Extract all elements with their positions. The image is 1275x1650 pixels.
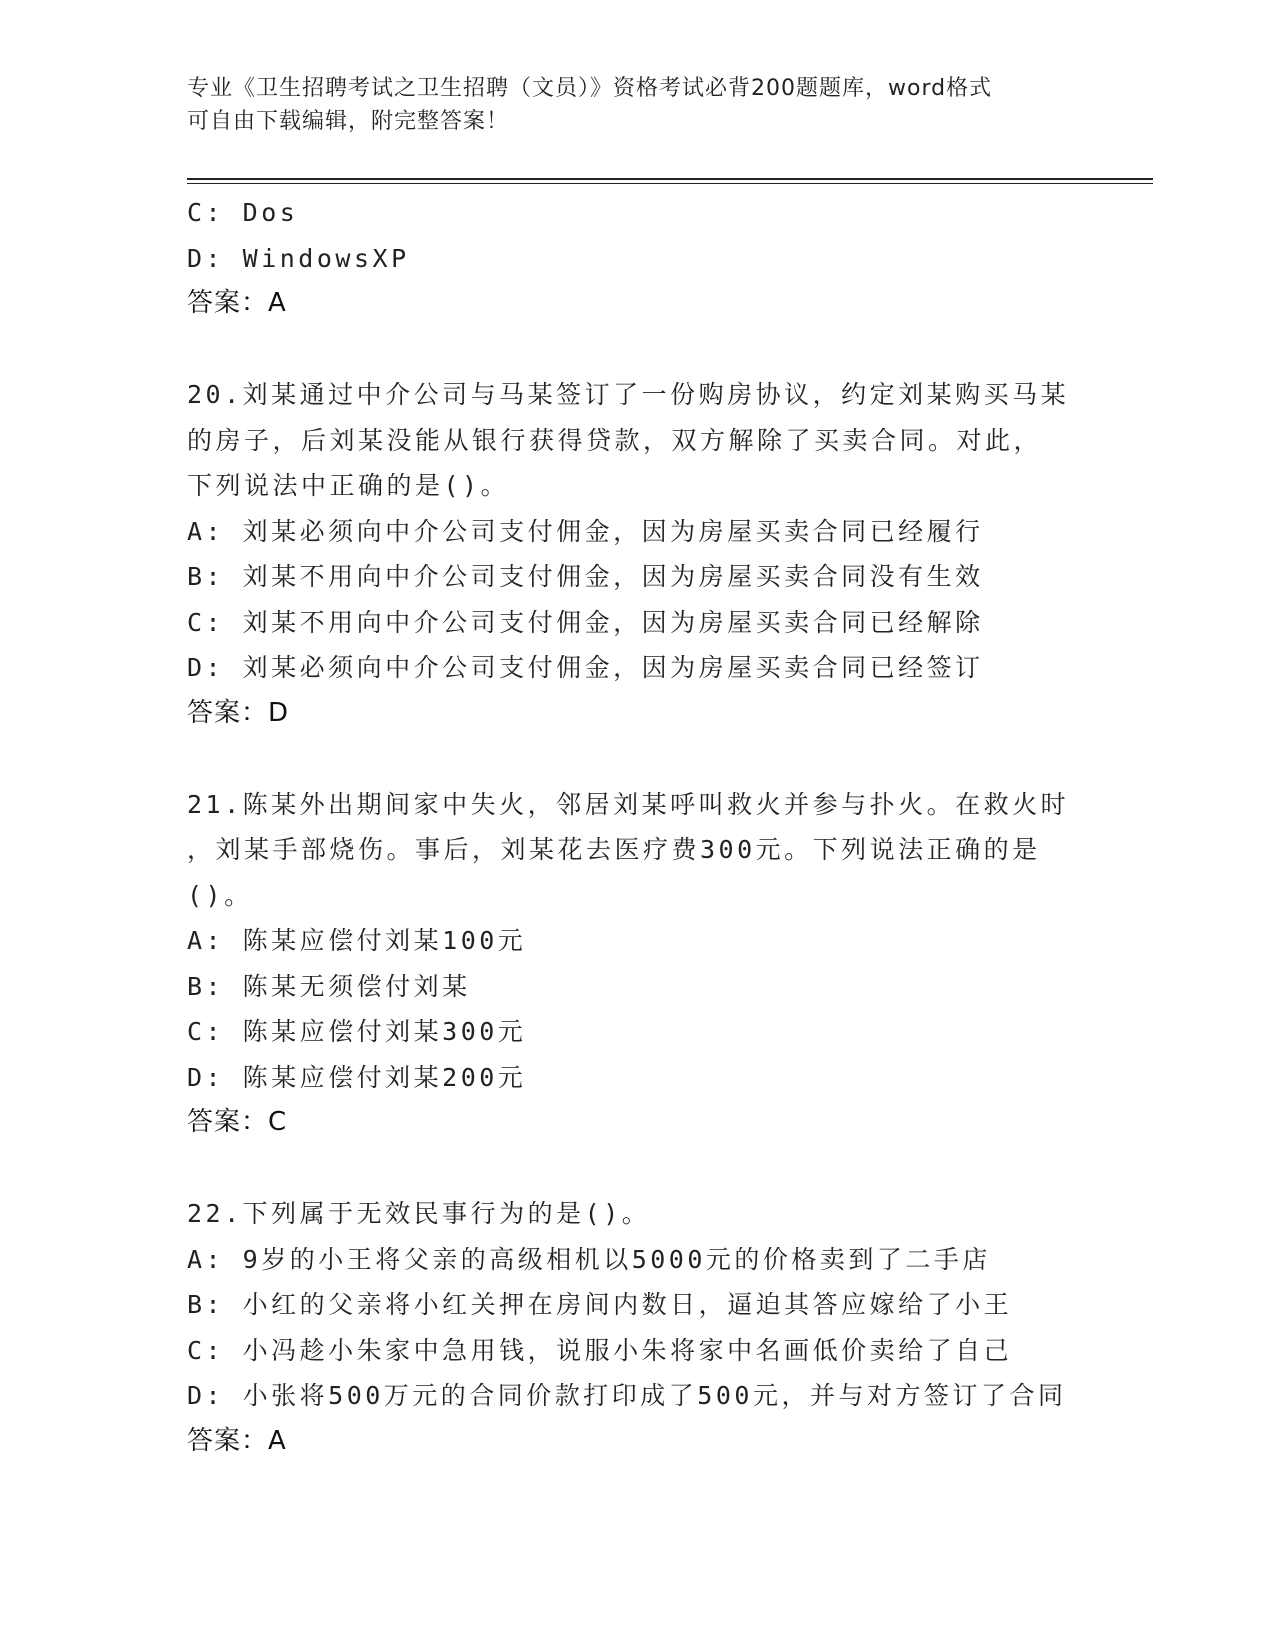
- question-stem-line: 22.下列属于无效民事行为的是()。: [187, 1199, 651, 1228]
- question-stem-line: ，刘某手部烧伤。事后，刘某花去医疗费300元。下列说法正确的是: [187, 835, 1041, 864]
- answer-line: 答案：C: [187, 1107, 288, 1137]
- option-b: B: 刘某不用向中介公司支付佣金，因为房屋买卖合同没有生效: [187, 562, 984, 591]
- question-list: [187, 190, 1147, 1464]
- question-stem-line: 下列说法中正确的是()。: [187, 471, 510, 500]
- answer-line: 答案：D: [187, 697, 290, 728]
- option-a: A: 9岁的小王将父亲的高级相机以5000元的价格卖到了二手店: [187, 1244, 991, 1274]
- question-block-20: [187, 372, 1147, 736]
- question-block-21: [187, 782, 1147, 1146]
- question-stem-line: 20.刘某通过中介公司与马某签订了一份购房协议，约定刘某购买马某: [187, 380, 1070, 409]
- option-c: C: 小冯趁小朱家中急用钱，说服小朱将家中名画低价卖给了自己: [187, 1335, 1013, 1365]
- question-stem-line: ()。: [187, 880, 253, 910]
- spacer: [187, 736, 1147, 782]
- option-c: C: 陈某应偿付刘某300元: [187, 1017, 527, 1046]
- answer-line: 答案：A: [187, 1425, 287, 1456]
- document-header: [187, 72, 1107, 138]
- answer-line: 答案：A: [187, 288, 287, 318]
- header-rule-thin: [187, 183, 1153, 184]
- spacer: [187, 1146, 1147, 1192]
- question-stem-line: 的房子，后刘某没能从银行获得贷款，双方解除了买卖合同。对此，: [187, 425, 1043, 455]
- option-d: D: 陈某应偿付刘某200元: [187, 1062, 527, 1092]
- option-d: D: WindowsXP: [187, 243, 410, 273]
- option-a: A: 陈某应偿付刘某100元: [187, 926, 527, 955]
- option-b: B: 陈某无须偿付刘某: [187, 971, 471, 1001]
- option-c: C: Dos: [187, 198, 299, 227]
- question-block-19: [187, 190, 1147, 327]
- question-stem-line: 21.陈某外出期间家中失火，邻居刘某呼叫救火并参与扑火。在救火时: [187, 789, 1070, 819]
- header-line-1: 专业《卫生招聘考试之卫生招聘（文员）》资格考试必背200题题库，word格式: [187, 76, 993, 101]
- question-block-22: [187, 1191, 1147, 1464]
- option-c: C: 刘某不用向中介公司支付佣金，因为房屋买卖合同已经解除: [187, 607, 984, 637]
- option-a: A: 刘某必须向中介公司支付佣金，因为房屋买卖合同已经履行: [187, 516, 984, 546]
- header-rule-thick: [187, 178, 1153, 180]
- header-line-2: 可自由下载编辑，附完整答案！: [187, 109, 510, 134]
- option-d: D: 刘某必须向中介公司支付佣金，因为房屋买卖合同已经签订: [187, 653, 984, 682]
- option-d: D: 小张将500万元的合同价款打印成了500元，并与对方签订了合同: [187, 1381, 1067, 1410]
- option-b: B: 小红的父亲将小红关押在房间内数日，逼迫其答应嫁给了小王: [187, 1290, 1013, 1319]
- spacer: [187, 327, 1147, 373]
